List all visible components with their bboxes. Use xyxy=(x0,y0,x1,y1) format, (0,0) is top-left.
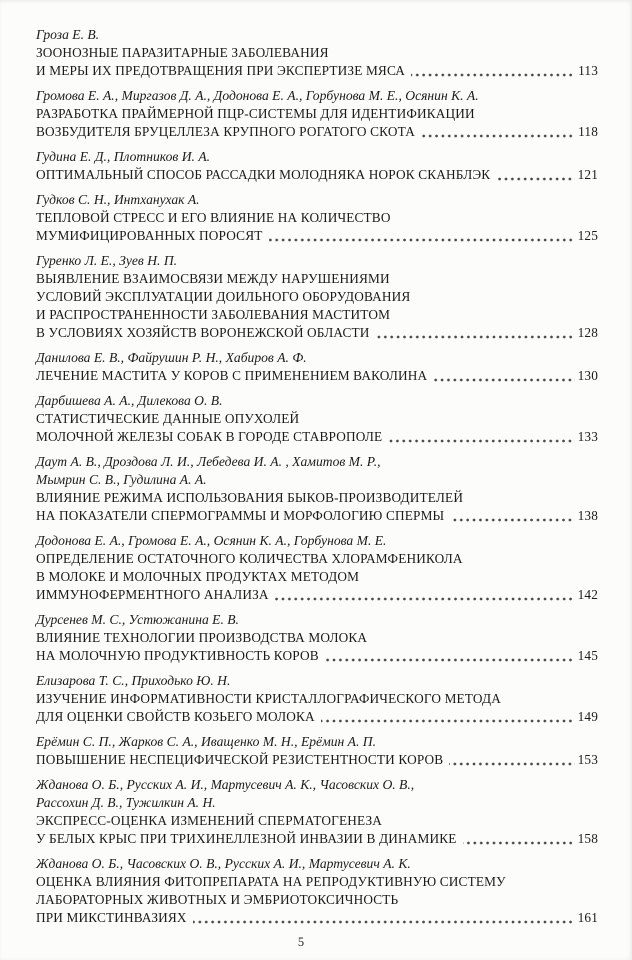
entry-authors: Жданова О. Б., Часовских О. В., Русских А. И., Мартусевич А. К. xyxy=(36,856,411,871)
entry-authors: Гудков С. Н., Интханухак А. xyxy=(36,192,200,207)
entry-page-number: 142 xyxy=(577,587,598,602)
entry-title-lastline xyxy=(36,909,598,927)
entry-title-lastline xyxy=(36,62,598,80)
entry-authors: Мымрин С. В., Гудилина А. А. xyxy=(36,472,207,487)
entry-title-lastline xyxy=(36,507,598,525)
entry-title-line: ТЕПЛОВОЙ СТРЕСС И ЕГО ВЛИЯНИЕ НА КОЛИЧЕСТВО xyxy=(36,210,391,225)
entry-title-line: И МЕРЫ ИХ ПРЕДОТВРАЩЕНИЯ ПРИ ЭКСПЕРТИЗЕ МЯСА xyxy=(36,63,406,78)
dotted-leader xyxy=(496,177,574,181)
entry-title-line: ЛЕЧЕНИЕ МАСТИТА У КОРОВ С ПРИМЕНЕНИЕМ ВАКОЛИНА xyxy=(36,368,428,383)
dotted-leader xyxy=(275,597,575,601)
entry-title-line: ВЛИЯНИЕ ТЕХНОЛОГИИ ПРОИЗВОДСТВА МОЛОКА xyxy=(36,630,368,645)
entry-page-number: 128 xyxy=(577,325,598,340)
toc-entry xyxy=(36,349,598,385)
toc-entry xyxy=(36,191,598,245)
entry-title-lastline xyxy=(36,367,598,385)
entry-title-line: МОЛОЧНОЙ ЖЕЛЕЗЫ СОБАК В ГОРОДЕ СТАВРОПОЛЕ xyxy=(36,429,383,444)
toc-entry xyxy=(36,532,598,604)
entry-title-line: ДЛЯ ОЦЕНКИ СВОЙСТВ КОЗЬЕГО МОЛОКА xyxy=(36,709,315,724)
toc-entry xyxy=(36,392,598,446)
toc-entry xyxy=(36,26,598,80)
entry-title-line: РАЗРАБОТКА ПРАЙМЕРНОЙ ПЦР-СИСТЕМЫ ДЛЯ ИДЕНТИФИКАЦИИ xyxy=(36,106,475,121)
entry-authors: Дарбишева А. А., Дилекова О. В. xyxy=(36,393,223,408)
entry-title-lastline xyxy=(36,751,598,769)
entry-title-line: МУМИФИЦИРОВАННЫХ ПОРОСЯТ xyxy=(36,228,263,243)
entry-page-number: 145 xyxy=(577,648,598,663)
entry-page-number: 121 xyxy=(577,167,598,182)
entry-title-lastline xyxy=(36,324,598,342)
entry-authors: Ерёмин С. П., Жарков С. А., Иващенко М. Н., Ерёмин А. П. xyxy=(36,734,377,749)
entry-page-number: 161 xyxy=(577,910,598,925)
entry-title-line: ИЗУЧЕНИЕ ИНФОРМАТИВНОСТИ КРИСТАЛЛОГРАФИЧЕСКОГО МЕТОДА xyxy=(36,691,501,706)
entry-page-number: 130 xyxy=(577,368,598,383)
dotted-leader xyxy=(269,238,575,242)
dotted-leader xyxy=(388,439,574,443)
toc-entry xyxy=(36,733,598,769)
entry-title-line: НА ПОКАЗАТЕЛИ СПЕРМОГРАММЫ И МОРФОЛОГИЮ СПЕРМЫ xyxy=(36,508,445,523)
toc-entry xyxy=(36,148,598,184)
entry-title-line: ВОЗБУДИТЕЛЯ БРУЦЕЛЛЕЗА КРУПНОГО РОГАТОГО СКОТА xyxy=(36,124,415,139)
entry-page-number: 158 xyxy=(577,831,598,846)
entry-page-number: 153 xyxy=(577,752,598,767)
dotted-leader xyxy=(376,335,575,339)
dotted-leader xyxy=(450,518,574,522)
toc-entry xyxy=(36,453,598,525)
entry-authors: Жданова О. Б., Русских А. И., Мартусевич А. К., Часовских О. В., xyxy=(36,777,415,792)
entry-title-line: ИММУНОФЕРМЕНТНОГО АНАЛИЗА xyxy=(36,587,269,602)
entry-title-line: ОПТИМАЛЬНЫЙ СПОСОБ РАССАДКИ МОЛОДНЯКА НОРОК СКАНБЛЭК xyxy=(36,167,491,182)
entry-title-line: ОЦЕНКА ВЛИЯНИЯ ФИТОПРЕПАРАТА НА РЕПРОДУКТИВНУЮ СИСТЕМУ xyxy=(36,874,506,889)
entry-title-line: ПОВЫШЕНИЕ НЕСПЕЦИФИЧЕСКОЙ РЕЗИСТЕНТНОСТИ КОРОВ xyxy=(36,752,444,767)
entry-title-lastline xyxy=(36,647,598,665)
page-footer-number: 5 xyxy=(297,935,305,949)
entry-title-line: В УСЛОВИЯХ ХОЗЯЙСТВ ВОРОНЕЖСКОЙ ОБЛАСТИ xyxy=(36,325,370,340)
entry-title-line: ЭКСПРЕСС-ОЦЕНКА ИЗМЕНЕНИЙ СПЕРМАТОГЕНЕЗА xyxy=(36,813,383,828)
entry-title-lastline xyxy=(36,166,598,184)
dotted-leader xyxy=(449,762,574,766)
dotted-leader xyxy=(321,719,575,723)
entry-authors: Гроза Е. В. xyxy=(36,27,100,42)
entry-authors: Даут А. В., Дроздова Л. И., Лебедева И. А. , Хамитов М. Р., xyxy=(36,454,381,469)
entry-title-line: ЗООНОЗНЫЕ ПАРАЗИТАРНЫЕ ЗАБОЛЕВАНИЯ xyxy=(36,45,329,60)
entry-title-lastline xyxy=(36,123,598,141)
entry-title-lastline xyxy=(36,830,598,848)
entry-authors: Данилова Е. В., Файрушин Р. Н., Хабиров А. Ф. xyxy=(36,350,307,365)
entry-authors: Рассохин Д. В., Тужилкин А. Н. xyxy=(36,795,216,810)
entry-page-number: 149 xyxy=(577,709,598,724)
toc-entry xyxy=(36,252,598,342)
entry-title-lastline xyxy=(36,586,598,604)
entry-authors: Дурсенев М. С., Устюжанина Е. В. xyxy=(36,612,239,627)
entry-page-number: 133 xyxy=(577,429,598,444)
toc-entry xyxy=(36,776,598,848)
entry-page-number: 113 xyxy=(578,63,598,78)
entry-page-number: 138 xyxy=(577,508,598,523)
entry-title-line: ОПРЕДЕЛЕНИЕ ОСТАТОЧНОГО КОЛИЧЕСТВА ХЛОРАМФЕНИКОЛА xyxy=(36,551,463,566)
entry-title-line: НА МОЛОЧНУЮ ПРОДУКТИВНОСТЬ КОРОВ xyxy=(36,648,319,663)
entry-page-number: 118 xyxy=(578,124,598,139)
entry-title-line: И РАСПРОСТРАНЕННОСТИ ЗАБОЛЕВАНИЯ МАСТИТОМ xyxy=(36,307,391,322)
entry-authors: Громова Е. А., Миргазов Д. А., Додонова Е. А., Горбунова М. Е., Осянин К. А. xyxy=(36,88,479,103)
entry-authors: Елизарова Т. С., Приходько Ю. Н. xyxy=(36,673,231,688)
entry-title-line: У БЕЛЫХ КРЫС ПРИ ТРИХИНЕЛЛЕЗНОЙ ИНВАЗИИ В ДИНАМИКЕ xyxy=(36,831,457,846)
toc-entry xyxy=(36,855,598,927)
entry-title-line: В МОЛОКЕ И МОЛОЧНЫХ ПРОДУКТАХ МЕТОДОМ xyxy=(36,569,360,584)
entry-title-lastline xyxy=(36,708,598,726)
entry-authors: Додонова Е. А., Громова Е. А., Осянин К. А., Горбунова М. Е. xyxy=(36,533,387,548)
toc-entry xyxy=(36,87,598,141)
dotted-leader xyxy=(421,134,575,138)
dotted-leader xyxy=(325,658,575,662)
toc-list xyxy=(36,26,598,927)
entry-authors: Гудина Е. Д., Плотников И. А. xyxy=(36,149,211,164)
entry-title-line: УСЛОВИЙ ЭКСПЛУАТАЦИИ ДОИЛЬНОГО ОБОРУДОВАНИЯ xyxy=(36,289,411,304)
entry-title-line: ЛАБОРАТОРНЫХ ЖИВОТНЫХ И ЭМБРИОТОКСИЧНОСТЬ xyxy=(36,892,399,907)
entry-page-number: 125 xyxy=(577,228,598,243)
dotted-leader xyxy=(411,73,575,77)
toc-entry xyxy=(36,611,598,665)
entry-authors: Гуренко Л. Е., Зуев Н. П. xyxy=(36,253,178,268)
entry-title-line: ВЛИЯНИЕ РЕЖИМА ИСПОЛЬЗОВАНИЯ БЫКОВ-ПРОИЗВОДИТЕЛЕЙ xyxy=(36,490,464,505)
dotted-leader xyxy=(193,920,575,924)
entry-title-lastline xyxy=(36,428,598,446)
entry-title-lastline xyxy=(36,227,598,245)
dotted-leader xyxy=(433,378,574,382)
entry-title-line: ПРИ МИКСТИНВАЗИЯХ xyxy=(36,910,187,925)
entry-title-line: ВЫЯВЛЕНИЕ ВЗАИМОСВЯЗИ МЕЖДУ НАРУШЕНИЯМИ xyxy=(36,271,390,286)
toc-entry xyxy=(36,672,598,726)
entry-title-line: СТАТИСТИЧЕСКИЕ ДАННЫЕ ОПУХОЛЕЙ xyxy=(36,411,300,426)
dotted-leader xyxy=(463,841,575,845)
